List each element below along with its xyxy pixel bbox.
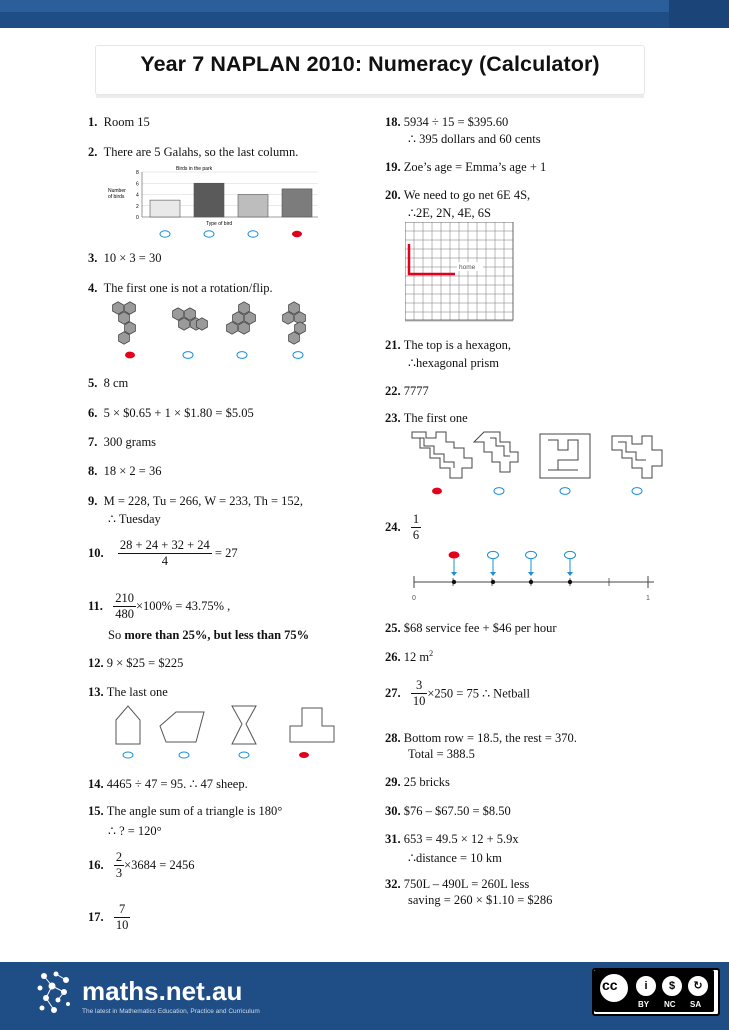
hexagon <box>239 322 250 334</box>
answer-3: 3. 10 × 3 = 30 <box>88 251 162 265</box>
hexagon <box>227 322 238 334</box>
answer-18: 18. 5934 ÷ 15 = $395.60 <box>385 115 509 129</box>
answer-28-total: Total = 388.5 <box>408 747 475 761</box>
license-by: BY <box>638 1000 650 1009</box>
answer-13: 13. The last one <box>88 685 168 699</box>
bird-chart-xlabel: Type of bird <box>206 221 233 227</box>
answer-22: 22. 7777 <box>385 384 429 398</box>
hexagon <box>125 302 136 314</box>
option-unselected <box>237 352 247 359</box>
hexagon <box>239 302 250 314</box>
bird-tick-label: 6 <box>136 181 139 188</box>
noncommercial-icon: $ <box>660 974 684 998</box>
polygon-options <box>108 702 338 762</box>
footer-logo[interactable]: maths.net.au <box>82 976 243 1006</box>
answer-32: 32. 750L – 490L = 260L less <box>385 877 530 891</box>
answer-21-conclusion: ∴hexagonal prism <box>408 356 499 370</box>
answer-11: 11. $\frac{210}{480}$ ×100% = 43.75% , <box>88 591 231 621</box>
option-unselected <box>183 352 193 359</box>
answer-15-conclusion: ∴ ? = 120° <box>108 824 162 838</box>
answer-30: 30. $76 – $67.50 = $8.50 <box>385 804 511 818</box>
hexagon-options <box>104 298 334 360</box>
hexagon <box>289 332 300 344</box>
answer-9: 9. M = 228, Tu = 266, W = 233, Th = 152, <box>88 494 304 508</box>
answer-12: 12. 9 × $25 = $225 <box>88 656 184 670</box>
hexagon <box>197 318 208 330</box>
hexagon <box>125 322 136 334</box>
bird-chart-ylabel: Number <box>108 188 126 194</box>
answer-28: 28. Bottom row = 18.5, the rest = 370. <box>385 731 577 745</box>
hexagon <box>119 332 130 344</box>
bird-tick-label: 4 <box>136 192 139 199</box>
hexagon <box>185 308 196 320</box>
answer-25: 25. $68 service fee + $46 per hour <box>385 621 557 635</box>
answer-14: 14. 4465 ÷ 47 = 95. ∴ 47 sheep. <box>88 777 248 791</box>
option-selected <box>292 231 302 237</box>
header-corner <box>669 0 729 28</box>
bird-tick-label: 2 <box>136 203 139 210</box>
answer-10: 10. $\frac{28 + 24 + 32 + 24}{4}$ = 27 <box>88 538 238 568</box>
page-title: Year 7 NAPLAN 2010: Numeracy (Calculator) <box>140 52 600 76</box>
answer-31-conclusion: ∴distance = 10 km <box>408 851 502 865</box>
street-grid <box>405 222 517 322</box>
answer-18-conclusion: ∴ 395 dollars and 60 cents <box>408 132 541 146</box>
answer-19: 19. Zoe’s age = Emma’s age + 1 <box>385 160 547 174</box>
bird-tick-label: 0 <box>136 215 139 221</box>
attribution-icon: i <box>634 974 658 998</box>
hexagon <box>283 312 294 324</box>
hexagon <box>233 312 244 324</box>
bird-bar <box>238 195 268 218</box>
hexagon <box>173 308 184 320</box>
answer-9-conclusion: ∴ Tuesday <box>108 512 161 526</box>
option-unselected <box>293 352 303 359</box>
answer-31: 31. 653 = 49.5 × 12 + 5.9x <box>385 832 519 846</box>
sharealike-icon: ↻ <box>686 974 710 998</box>
hexagon <box>245 312 256 324</box>
answer-1: 1. Room 15 <box>88 115 150 129</box>
bird-chart-title: Birds in the park <box>176 166 213 172</box>
number-line <box>408 548 658 604</box>
answer-29: 29. 25 bricks <box>385 775 450 789</box>
numberline-start: 0 <box>412 595 416 602</box>
answer-2: 2. There are 5 Galahs, so the last column. <box>88 145 299 159</box>
answer-32-saving: saving = 260 × $1.10 = $286 <box>408 893 553 907</box>
bird-bar <box>194 183 224 217</box>
hexagon <box>179 318 190 330</box>
answer-8: 8. 18 × 2 = 36 <box>88 464 162 478</box>
answer-23: 23. The first one <box>385 411 468 425</box>
answer-26: 26. 12 $m^2$ <box>385 649 434 665</box>
answer-11-conclusion: So more than 25%, but less than 75% <box>108 628 310 642</box>
option-unselected <box>248 231 258 237</box>
answer-20: 20. We need to go net 6E 4S, <box>385 188 531 202</box>
svg-text:of birds: of birds <box>108 194 125 200</box>
answer-4: 4. The first one is not a rotation/flip. <box>88 281 273 295</box>
answer-16: 16. $\frac{2}{3}$ ×3684 = 2456 <box>88 850 195 880</box>
answer-15: 15. The angle sum of a triangle is 180° <box>88 804 283 818</box>
footer-tagline: The latest in Mathematics Education, Practice and Curriculum <box>82 1008 260 1015</box>
option-selected <box>125 352 135 359</box>
bird-bar <box>150 200 180 217</box>
hexagon <box>289 302 300 314</box>
answer-20-conclusion: ∴2E, 2N, 4E, 6S <box>408 206 491 220</box>
answer-17: 17. $\frac{7}{10}$ <box>88 902 129 932</box>
maths-logo-icon <box>34 968 78 1018</box>
answer-27: 27. $\frac{3}{10}$ ×250 = 75 ∴ Netball <box>385 678 530 708</box>
home-label: home <box>459 264 476 271</box>
hexagon <box>119 312 130 324</box>
answer-6: 6. 5 × $0.65 + 1 × $1.80 = $5.05 <box>88 406 254 420</box>
bird-tick-label: 8 <box>136 170 139 176</box>
license-nc: NC <box>664 1000 676 1009</box>
cc-label: cc <box>602 977 618 993</box>
hexagon <box>295 322 306 334</box>
bird-bar-chart <box>108 162 328 242</box>
maze-options <box>408 428 678 496</box>
answer-24: 24. $\frac{1}{6}$ <box>385 512 420 542</box>
header-band-top <box>0 0 729 12</box>
answer-7: 7. 300 grams <box>88 435 157 449</box>
answer-21: 21. The top is a hexagon, <box>385 338 512 352</box>
numberline-end: 1 <box>646 595 650 602</box>
hexagon <box>113 302 124 314</box>
answer-5: 5. 8 cm <box>88 376 129 390</box>
option-unselected <box>204 231 214 237</box>
option-unselected <box>160 231 170 237</box>
license-sa: SA <box>690 1000 702 1009</box>
bird-bar <box>282 189 312 217</box>
